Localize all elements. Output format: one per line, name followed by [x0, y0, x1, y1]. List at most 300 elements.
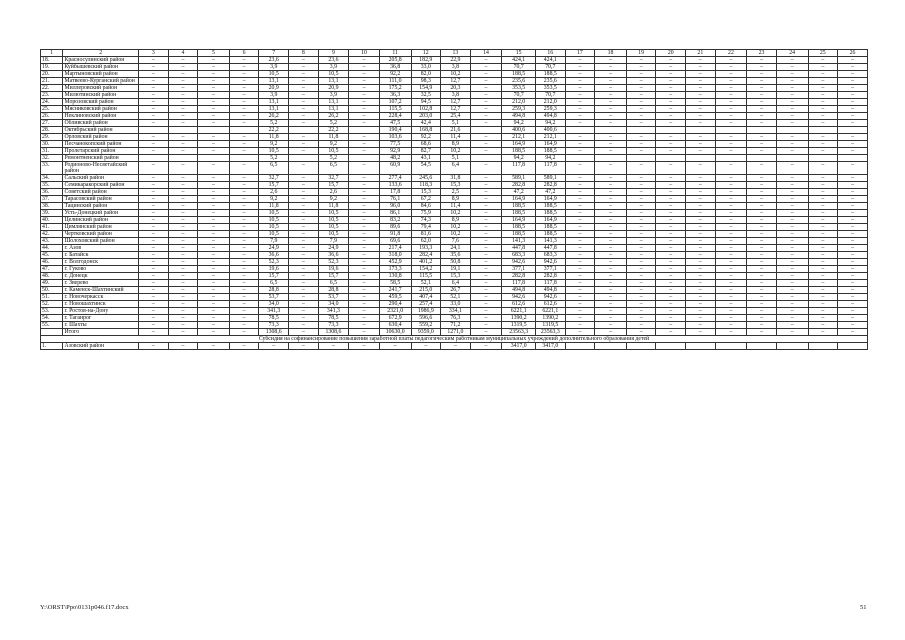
table-cell: – [565, 99, 595, 106]
table-cell: – [626, 203, 656, 210]
table-cell: – [808, 106, 838, 113]
table-cell: – [838, 259, 868, 266]
table-cell: – [656, 175, 686, 182]
table-row [41, 71, 868, 78]
table-cell: – [776, 224, 808, 231]
table-cell: – [229, 92, 259, 99]
table-cell: – [289, 224, 319, 231]
table-cell: – [229, 329, 259, 336]
table-cell: – [168, 280, 198, 287]
table-cell: – [470, 329, 502, 336]
table-cell: – [776, 308, 808, 315]
table-cell: – [686, 287, 716, 294]
table-row [41, 252, 868, 259]
table-cell: – [565, 273, 595, 280]
table-cell: 12,7 [441, 106, 471, 113]
table-cell: 9,2 [318, 141, 349, 148]
table-cell: – [565, 106, 595, 113]
table-cell [229, 155, 259, 162]
table-cell: – [808, 57, 838, 64]
table-row [41, 182, 868, 189]
table-cell: – [565, 196, 595, 203]
table-cell: – [349, 252, 380, 259]
table-cell: – [349, 266, 380, 273]
table-cell: – [808, 322, 838, 329]
table-cell: 32,5 [411, 92, 441, 99]
table-cell: – [198, 245, 230, 252]
table-cell: – [686, 162, 716, 175]
row-number: 32. [41, 155, 63, 162]
table-cell: 17,8 [379, 189, 411, 196]
table-cell: – [139, 57, 169, 64]
table-cell: 6221,1 [502, 308, 536, 315]
row-name: г. Каменск-Шахтинский [63, 287, 139, 294]
table-cell: – [168, 196, 198, 203]
table-cell: – [229, 148, 259, 155]
table-cell: – [595, 231, 627, 238]
table-cell: – [747, 273, 777, 280]
table-cell: – [139, 343, 169, 350]
table-cell: – [715, 259, 747, 266]
table-cell: – [349, 64, 380, 71]
table-cell: – [470, 231, 502, 238]
table-cell: – [595, 106, 627, 113]
table-cell: – [715, 280, 747, 287]
table-cell: 2,6 [259, 189, 289, 196]
table-cell: 188,5 [536, 71, 566, 78]
section-title: Субсидия на софинансирование повышения заработной платы педагогическим работникам муниципальных учреждений дополнительного образования детей [41, 336, 868, 343]
row-number: 54. [41, 315, 63, 322]
table-cell: – [626, 308, 656, 315]
table-cell: – [808, 266, 838, 273]
table-cell: – [838, 106, 868, 113]
column-number: 14 [470, 50, 502, 57]
table-cell: – [626, 175, 656, 182]
table-cell: – [686, 329, 716, 336]
table-cell: 377,1 [536, 266, 566, 273]
table-cell: 10,2 [441, 231, 471, 238]
table-row [41, 287, 868, 294]
table-cell: – [747, 329, 777, 336]
table-cell: – [715, 308, 747, 315]
table-cell: – [626, 259, 656, 266]
table-cell: 400,6 [502, 127, 536, 134]
table-cell: 15,7 [259, 182, 289, 189]
table-cell: – [747, 134, 777, 141]
table-cell: – [139, 322, 169, 329]
section-row [41, 336, 868, 343]
column-number: 9 [318, 50, 349, 57]
table-cell: – [715, 57, 747, 64]
table-cell: – [808, 85, 838, 92]
table-cell: 228,4 [379, 113, 411, 120]
table-cell: – [229, 210, 259, 217]
table-cell: – [470, 64, 502, 71]
row-name: Неклиновский район [63, 113, 139, 120]
table-cell: – [139, 120, 169, 127]
table-cell: – [168, 203, 198, 210]
table-row [41, 329, 868, 336]
table-cell: – [776, 182, 808, 189]
table-cell [776, 127, 808, 134]
table-row [41, 106, 868, 113]
table-cell: – [686, 120, 716, 127]
table-cell: – [168, 308, 198, 315]
row-name: Советский район [63, 189, 139, 196]
table-cell [229, 127, 259, 134]
row-name: Усть-Донецкий район [63, 210, 139, 217]
table-cell: 683,3 [536, 252, 566, 259]
table-cell: – [656, 266, 686, 273]
table-cell: – [198, 238, 230, 245]
table-cell: – [139, 175, 169, 182]
table-cell: – [470, 182, 502, 189]
table-row [41, 162, 868, 175]
table-cell: 47,2 [536, 189, 566, 196]
table-cell: 9359,0 [411, 329, 441, 336]
table-cell: – [289, 210, 319, 217]
table-cell: – [349, 113, 380, 120]
row-number: 46. [41, 259, 63, 266]
table-cell: – [595, 301, 627, 308]
table-row [41, 245, 868, 252]
table-cell: – [470, 113, 502, 120]
table-cell: – [747, 113, 777, 120]
table-cell: – [626, 85, 656, 92]
table-cell: – [349, 57, 380, 64]
table-cell: – [168, 343, 198, 350]
table-cell: – [470, 259, 502, 266]
row-name: г. Донецк [63, 273, 139, 280]
table-cell: – [168, 266, 198, 273]
table-cell: – [168, 322, 198, 329]
table-cell [595, 127, 627, 134]
table-cell: – [838, 266, 868, 273]
table-cell: – [808, 245, 838, 252]
table-cell: – [349, 231, 380, 238]
table-cell: – [349, 203, 380, 210]
table-cell: – [565, 113, 595, 120]
table-cell: – [289, 120, 319, 127]
row-name: Целинский район [63, 217, 139, 224]
table-row [41, 273, 868, 280]
table-cell: 9,2 [318, 196, 349, 203]
table-cell: 34,0 [259, 301, 289, 308]
table-cell: 589,1 [502, 175, 536, 182]
table-row [41, 322, 868, 329]
table-cell: – [470, 343, 502, 350]
table-cell [198, 127, 230, 134]
table-cell: – [686, 203, 716, 210]
table-cell: 96,0 [379, 203, 411, 210]
table-cell: 3,9 [318, 64, 349, 71]
table-cell: 118,3 [411, 182, 441, 189]
table-cell: – [747, 231, 777, 238]
table-cell: – [168, 315, 198, 322]
table-cell: 203,0 [411, 113, 441, 120]
table-cell: – [838, 308, 868, 315]
table-cell [838, 127, 868, 134]
table-cell: – [776, 99, 808, 106]
table-cell: 424,1 [502, 57, 536, 64]
table-cell: – [168, 64, 198, 71]
table-cell: – [715, 294, 747, 301]
table-cell: – [595, 113, 627, 120]
table-cell: – [838, 245, 868, 252]
table-cell: 164,9 [502, 196, 536, 203]
row-name: г. Батайск [63, 252, 139, 259]
table-cell: – [289, 245, 319, 252]
column-number: 13 [441, 50, 471, 57]
table-cell: – [139, 308, 169, 315]
table-cell: 52,3 [259, 259, 289, 266]
table-cell: – [168, 329, 198, 336]
table-cell: 683,3 [502, 252, 536, 259]
table-cell: 212,0 [502, 99, 536, 106]
table-cell: 31,8 [441, 175, 471, 182]
table-cell: – [747, 148, 777, 155]
table-cell [656, 155, 686, 162]
table-cell: 15,7 [318, 182, 349, 189]
table-cell: 2321,0 [379, 308, 411, 315]
table-cell: 70,7 [536, 92, 566, 99]
table-cell: 103,6 [379, 134, 411, 141]
table-cell: – [776, 322, 808, 329]
table-cell: – [289, 148, 319, 155]
table-cell: – [626, 71, 656, 78]
table-cell: – [289, 315, 319, 322]
table-cell: – [565, 287, 595, 294]
table-cell: – [229, 245, 259, 252]
row-name: Цимлянский район [63, 224, 139, 231]
row-number: 30. [41, 141, 63, 148]
table-cell: – [349, 294, 380, 301]
table-cell: 942,6 [536, 294, 566, 301]
table-cell: – [715, 196, 747, 203]
row-number: 25. [41, 106, 63, 113]
table-cell: 1390,2 [502, 315, 536, 322]
table-cell: 452,9 [379, 259, 411, 266]
row-number: 44. [41, 245, 63, 252]
table-cell: – [349, 280, 380, 287]
table-cell: 50,8 [441, 259, 471, 266]
table-cell: – [686, 266, 716, 273]
table-cell: – [198, 85, 230, 92]
table-cell: – [289, 71, 319, 78]
table-cell: – [198, 134, 230, 141]
table-cell: – [168, 78, 198, 85]
table-cell: – [229, 182, 259, 189]
table-cell: 36,6 [318, 252, 349, 259]
table-cell: 24,1 [441, 245, 471, 252]
table-cell: – [349, 343, 380, 350]
table-cell: – [289, 329, 319, 336]
table-cell: – [626, 266, 656, 273]
table-cell: – [349, 92, 380, 99]
table-cell: – [349, 189, 380, 196]
table-cell: – [715, 182, 747, 189]
table-cell: 52,1 [441, 294, 471, 301]
column-number: 22 [715, 50, 747, 57]
table-cell: 35,6 [441, 252, 471, 259]
table-cell: 182,9 [411, 57, 441, 64]
table-cell: 77,5 [379, 141, 411, 148]
table-cell: 259,3 [502, 106, 536, 113]
table-cell: – [198, 301, 230, 308]
table-cell: – [168, 259, 198, 266]
row-name: Милютинский район [63, 92, 139, 99]
table-cell: 91,8 [379, 231, 411, 238]
table-cell: – [747, 224, 777, 231]
table-cell: 188,5 [502, 203, 536, 210]
table-cell: – [686, 175, 716, 182]
table-cell: 117,8 [536, 162, 566, 175]
table-cell: 94,2 [536, 155, 566, 162]
row-name: Куйбышевский район [63, 64, 139, 71]
table-cell: 73,3 [318, 322, 349, 329]
table-cell: 141,3 [536, 238, 566, 245]
column-number: 6 [229, 50, 259, 57]
table-cell: – [838, 252, 868, 259]
row-name: Мясниковский район [63, 106, 139, 113]
table-cell: 47,2 [502, 189, 536, 196]
table-cell: – [656, 273, 686, 280]
table-cell: – [565, 148, 595, 155]
table-cell: – [776, 294, 808, 301]
table-cell: – [595, 308, 627, 315]
table-cell: – [198, 113, 230, 120]
table-cell: – [838, 189, 868, 196]
table-cell: – [686, 85, 716, 92]
table-cell [470, 155, 502, 162]
table-cell: – [168, 148, 198, 155]
table-cell: – [656, 322, 686, 329]
row-number [41, 329, 63, 336]
table-cell: – [808, 315, 838, 322]
table-cell: – [289, 273, 319, 280]
table-cell: – [838, 238, 868, 245]
table-cell: – [595, 78, 627, 85]
table-cell: 494,8 [502, 287, 536, 294]
table-cell: – [470, 141, 502, 148]
table-cell: – [808, 224, 838, 231]
table-cell [595, 343, 627, 350]
table-cell: – [595, 196, 627, 203]
table-cell: 6,5 [259, 280, 289, 287]
table-cell: 86,1 [379, 210, 411, 217]
table-cell: 217,4 [379, 245, 411, 252]
table-cell: 235,6 [502, 78, 536, 85]
table-cell: 630,4 [379, 322, 411, 329]
table-cell: 154,9 [411, 85, 441, 92]
table-cell: – [808, 210, 838, 217]
table-cell: – [198, 343, 230, 350]
table-cell: – [747, 141, 777, 148]
table-cell: – [168, 99, 198, 106]
table-cell: – [139, 71, 169, 78]
table-cell: – [349, 85, 380, 92]
table-cell: 3,9 [259, 92, 289, 99]
table-cell: – [289, 308, 319, 315]
row-name: Тарасовский район [63, 196, 139, 203]
table-cell: – [168, 113, 198, 120]
table-cell: – [747, 287, 777, 294]
table-cell: 36,8 [379, 64, 411, 71]
table-cell: – [349, 78, 380, 85]
table-row [41, 343, 868, 350]
table-cell: – [656, 106, 686, 113]
table-cell: – [715, 120, 747, 127]
table-cell: – [838, 162, 868, 175]
table-cell: 6,4 [441, 162, 471, 175]
table-cell: 117,8 [502, 280, 536, 287]
table-cell: – [229, 99, 259, 106]
table-cell: – [715, 113, 747, 120]
table-cell: – [198, 162, 230, 175]
table-cell: – [565, 92, 595, 99]
table-cell: 13,1 [259, 106, 289, 113]
table-cell: 3,8 [441, 92, 471, 99]
table-cell: – [289, 287, 319, 294]
table-cell: – [565, 294, 595, 301]
row-name: г. Азов [63, 245, 139, 252]
table-cell: – [229, 113, 259, 120]
table-cell: – [349, 245, 380, 252]
table-cell: – [595, 245, 627, 252]
table-cell: – [715, 238, 747, 245]
table-cell: – [595, 120, 627, 127]
table-cell: 494,8 [502, 113, 536, 120]
table-cell: – [229, 85, 259, 92]
table-cell: – [229, 294, 259, 301]
table-cell: – [838, 78, 868, 85]
table-cell: – [349, 134, 380, 141]
table-cell: – [289, 92, 319, 99]
table-cell: – [686, 57, 716, 64]
table-cell: – [565, 217, 595, 224]
table-cell [470, 127, 502, 134]
table-cell: 3,8 [441, 64, 471, 71]
table-cell: – [139, 287, 169, 294]
table-cell: 494,8 [536, 287, 566, 294]
table-cell [565, 127, 595, 134]
table-cell: – [139, 182, 169, 189]
table-cell: – [715, 231, 747, 238]
table-cell: – [595, 141, 627, 148]
table-cell: 6,5 [318, 162, 349, 175]
table-cell: – [229, 175, 259, 182]
table-cell: 133,6 [379, 182, 411, 189]
row-name: г. Гуково [63, 266, 139, 273]
table-cell [168, 127, 198, 134]
table-cell: – [715, 252, 747, 259]
table-cell: 53,7 [259, 294, 289, 301]
row-name: г. Волгодонск [63, 259, 139, 266]
table-cell: 13,1 [318, 99, 349, 106]
table-cell: 94,2 [536, 120, 566, 127]
table-cell: 79,4 [411, 224, 441, 231]
table-cell: 33,0 [411, 64, 441, 71]
table-cell: – [747, 120, 777, 127]
table-cell: – [838, 120, 868, 127]
column-number: 21 [686, 50, 716, 57]
table-cell: – [686, 259, 716, 266]
table-cell: 92,2 [379, 71, 411, 78]
table-cell: – [715, 85, 747, 92]
table-cell: – [686, 252, 716, 259]
table-cell: 28,8 [318, 287, 349, 294]
table-row [41, 196, 868, 203]
